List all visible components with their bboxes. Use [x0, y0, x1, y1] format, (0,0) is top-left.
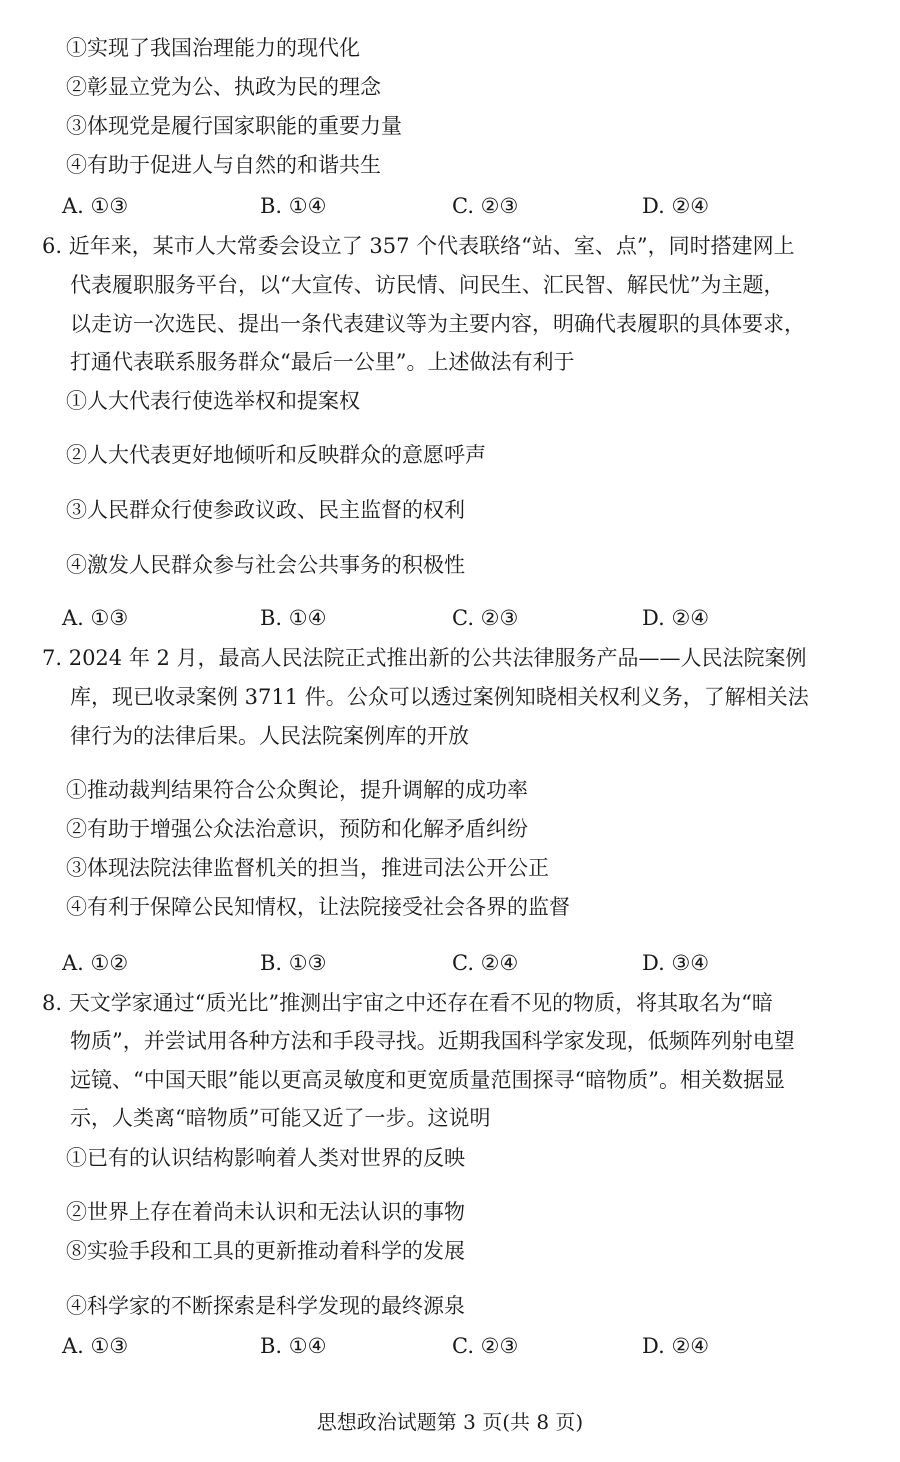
q8-option-a: A. ①③	[62, 1334, 129, 1358]
q8-statement-2: ②世界上存在着尚未认识和无法认识的事物	[66, 1200, 465, 1224]
q6-stem-line-4: 打通代表联系服务群众“最后一公里”。上述做法有利于	[70, 350, 575, 374]
q7-stem-line-1: 7. 2024 年 2 月，最高人民法院正式推出新的公共法律服务产品——人民法院案例	[42, 646, 807, 670]
q7-stem-line-2: 库，现已收录案例 3711 件。公众可以透过案例知晓相关权利义务，了解相关法	[70, 685, 809, 709]
q5-option-c: C. ②③	[452, 194, 519, 218]
q8-stem-line-4: 示，人类离“暗物质”可能又近了一步。这说明	[70, 1106, 491, 1130]
q5-statement-3: ③体现党是履行国家职能的重要力量	[66, 114, 402, 138]
q7-stem-line-3: 律行为的法律后果。人民法院案例库的开放	[70, 724, 469, 748]
q6-stem-line-3: 以走访一次选民、提出一条代表建议等为主要内容，明确代表履职的具体要求，	[70, 312, 805, 336]
q7-statement-1: ①推动裁判结果符合公众舆论，提升调解的成功率	[66, 778, 528, 802]
q8-statement-3: ⑧实验手段和工具的更新推动着科学的发展	[66, 1239, 465, 1263]
q8-stem-line-3: 远镜、“中国天眼”能以更高灵敏度和更宽质量范围探寻“暗物质”。相关数据显	[70, 1068, 785, 1092]
q7-option-d: D. ③④	[642, 951, 710, 975]
q6-option-b: B. ①④	[260, 606, 327, 630]
q5-option-a: A. ①③	[62, 194, 129, 218]
q7-option-a: A. ①②	[62, 951, 129, 975]
page-footer: 思想政治试题第 3 页(共 8 页)	[316, 1410, 584, 1434]
q7-statement-3: ③体现法院法律监督机关的担当，推进司法公开公正	[66, 856, 549, 880]
q8-statement-4: ④科学家的不断探索是科学发现的最终源泉	[66, 1294, 465, 1318]
q6-statement-3: ③人民群众行使参政议政、民主监督的权利	[66, 498, 465, 522]
q6-stem-line-1: 6. 近年来，某市人大常委会设立了 357 个代表联络“站、室、点”，同时搭建网上	[42, 234, 795, 258]
q6-stem-line-2: 代表履职服务平台，以“大宣传、访民情、问民生、汇民智、解民忧”为主题，	[70, 273, 785, 297]
q8-stem-line-2: 物质”，并尝试用各种方法和手段寻找。近期我国科学家发现，低频阵列射电望	[70, 1029, 795, 1053]
q5-statement-4: ④有助于促进人与自然的和谐共生	[66, 153, 381, 177]
q8-option-d: D. ②④	[642, 1334, 710, 1358]
q6-option-d: D. ②④	[642, 606, 710, 630]
q8-stem-line-1: 8. 天文学家通过“质光比”推测出宇宙之中还存在看不见的物质，将其取名为“暗	[42, 991, 773, 1015]
q6-option-c: C. ②③	[452, 606, 519, 630]
q7-statement-2: ②有助于增强公众法治意识，预防和化解矛盾纠纷	[66, 817, 528, 841]
q6-statement-2: ②人大代表更好地倾听和反映群众的意愿呼声	[66, 443, 486, 467]
q7-statement-4: ④有利于保障公民知情权，让法院接受社会各界的监督	[66, 895, 570, 919]
q5-option-b: B. ①④	[260, 194, 327, 218]
q8-option-b: B. ①④	[260, 1334, 327, 1358]
q7-option-b: B. ①③	[260, 951, 327, 975]
q8-option-c: C. ②③	[452, 1334, 519, 1358]
q6-statement-1: ①人大代表行使选举权和提案权	[66, 389, 360, 413]
q5-option-d: D. ②④	[642, 194, 710, 218]
q7-option-c: C. ②④	[452, 951, 519, 975]
q5-statement-2: ②彰显立党为公、执政为民的理念	[66, 75, 381, 99]
q5-statement-1: ①实现了我国治理能力的现代化	[66, 36, 360, 60]
q6-statement-4: ④激发人民群众参与社会公共事务的积极性	[66, 553, 465, 577]
q8-statement-1: ①已有的认识结构影响着人类对世界的反映	[66, 1146, 465, 1170]
q6-option-a: A. ①③	[62, 606, 129, 630]
